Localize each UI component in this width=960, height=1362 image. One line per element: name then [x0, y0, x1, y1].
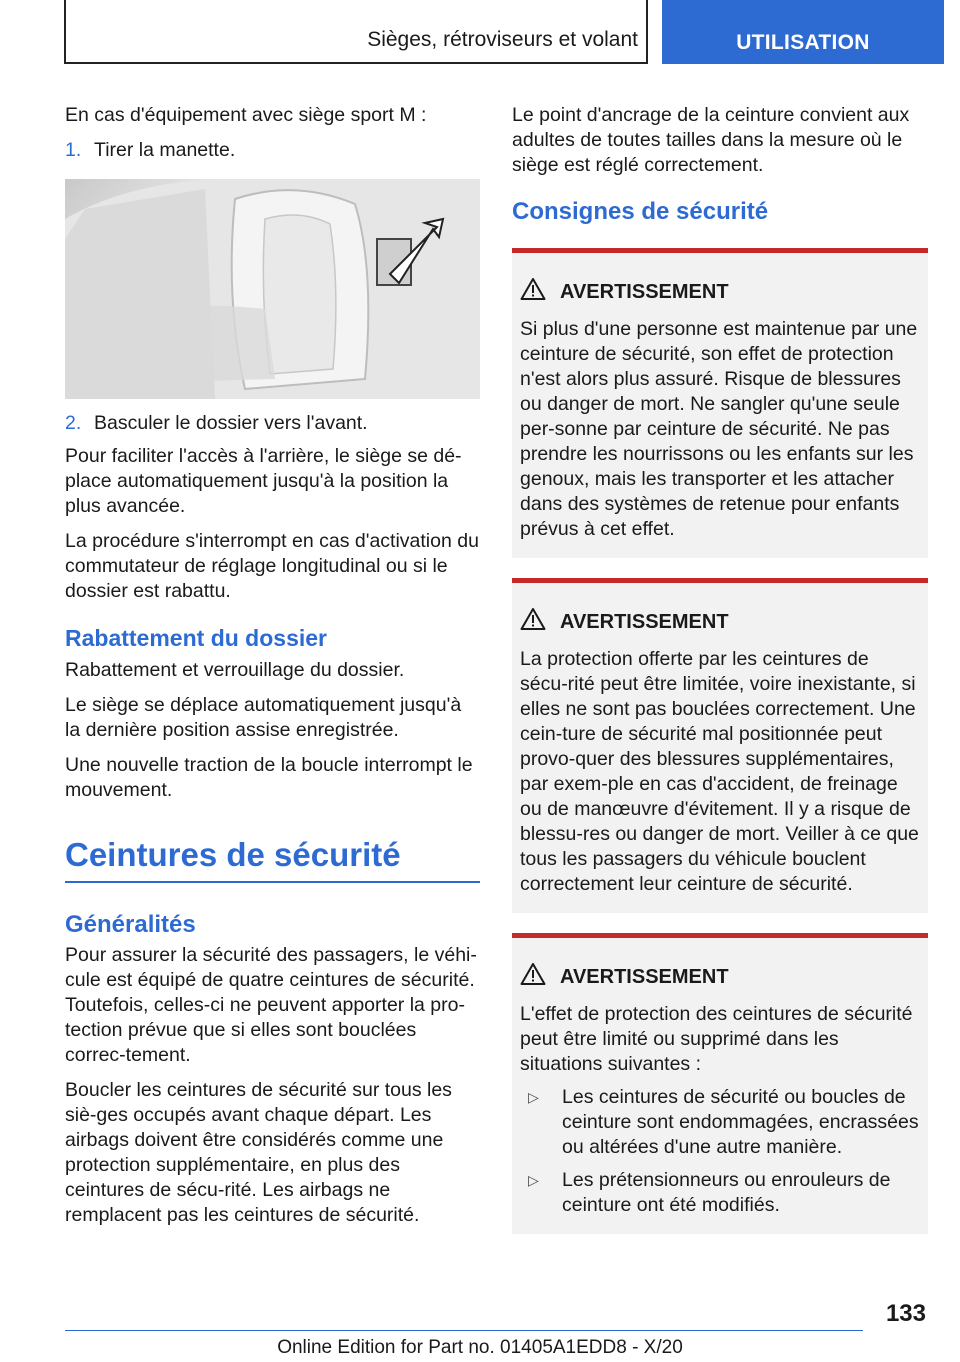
- paragraph: Une nouvelle traction de la boucle interrompt le mouvement.: [65, 754, 473, 801]
- warning-title: AVERTISSEMENT: [560, 280, 729, 303]
- warning-title: AVERTISSEMENT: [560, 965, 729, 988]
- seat-illustration: [65, 179, 480, 399]
- header-chapter-tab[interactable]: UTILISATION: [662, 0, 944, 64]
- warning-triangle-icon: [520, 277, 560, 307]
- warning-text: L'effet de protection des ceintures de sécurité peut être limité ou supprimé dans les situations suivantes :: [520, 1003, 913, 1075]
- warning-box: [512, 578, 928, 913]
- paragraph: Boucler les ceintures de sécurité sur tous les siè-ges occupés avant chaque départ. Les airbags doivent être considérés comme une protection supplémentaire, en plus des ceintures de sécu-rité. Les airbags ne remplacent pas les ceintures de sécurité.: [65, 1079, 452, 1226]
- step-1: [65, 138, 480, 163]
- step-number: 1.: [65, 139, 82, 161]
- step-text: Tirer la manette.: [94, 139, 236, 161]
- warning-text: Si plus d'une personne est maintenue par une ceinture de sécurité, son effet de protection n'est alors plus assuré. Risque de blessures ou danger de mort. Ne sangler qu'une seule per-sonne par ceinture de sécurité. Ne pas prendre les nourrissons ou les enfants sur les genoux, mais les transporter et les attacher dans des systèmes de retenue pour enfants prévus à cet effet.: [520, 318, 918, 540]
- page-number: 133: [885, 1300, 926, 1327]
- paragraph: Pour faciliter l'accès à l'arrière, le siège se dé-place automatiquement jusqu'à la position la plus avancée.: [65, 445, 462, 517]
- warning-header: [520, 607, 920, 637]
- warning-box: [512, 248, 928, 558]
- subheading-general: Généralités: [65, 911, 196, 938]
- left-column: [65, 103, 480, 1238]
- step-2: [65, 411, 480, 436]
- warning-header: [520, 277, 920, 307]
- intro-text: En cas d'équipement avec siège sport M :: [65, 104, 427, 126]
- list-item: [520, 1085, 920, 1160]
- paragraph: Pour assurer la sécurité des passagers, le véhi-cule est équipé de quatre ceintures de sécurité. Toutefois, celles-ci ne peuvent apporter la pro-tection prévue que si elles sont bouclées correc-tement.: [65, 944, 477, 1066]
- warning-title: AVERTISSEMENT: [560, 610, 729, 633]
- paragraph: Le siège se déplace automatiquement jusqu'à la dernière position assise enregistrée.: [65, 694, 462, 741]
- triangle-bullet-icon: ▷: [528, 1172, 539, 1188]
- step-number: 2.: [65, 412, 82, 434]
- warning-triangle-icon: [520, 607, 560, 637]
- right-column: [512, 103, 928, 1254]
- subheading-backrest: Rabattement du dossier: [65, 625, 327, 651]
- subheading-safety: Consignes de sécurité: [512, 198, 769, 225]
- paragraph: La procédure s'interrompt en cas d'activation du commutateur de réglage longitudinal ou si le dossier est rabattu.: [65, 530, 479, 602]
- paragraph: Rabattement et verrouillage du dossier.: [65, 659, 405, 681]
- list-item: [520, 1168, 920, 1218]
- section-title-seatbelts: Ceintures de sécurité: [65, 835, 480, 883]
- warning-header: [520, 962, 920, 992]
- footer-edition: Online Edition for Part no. 01405A1EDD8 - X/20: [277, 1337, 683, 1358]
- warning-triangle-icon: [520, 962, 560, 992]
- footer-divider: [65, 1330, 863, 1331]
- triangle-bullet-icon: ▷: [528, 1089, 539, 1105]
- list-item-text: Les ceintures de sécurité ou boucles de ceinture sont endommagées, encrassées ou altérées d'une autre manière.: [562, 1086, 919, 1158]
- seat-lever-photo: [65, 179, 480, 399]
- warning-box: [512, 933, 928, 1234]
- warning-text: La protection offerte par les ceintures de sécu-rité peut être limitée, voire inexistante, si elles ne sont pas bouclées correctement. Une cein-ture de sécurité mal positionnée peut provo-quer des blessures supplémentaires, par exem-ple en cas d'accident, de freinage ou de manœuvre d'évitement. Il y a risque de blessu-res ou danger de mort. Veiller à ce que tous les passagers du véhicule bouclent correctement leur ceinture de sécurité.: [520, 648, 919, 895]
- list-item-text: Les prétensionneurs ou enrouleurs de ceinture ont été modifiés.: [562, 1169, 891, 1216]
- header-section-title: Sièges, rétroviseurs et volant: [367, 28, 638, 51]
- step-text: Basculer le dossier vers l'avant.: [94, 412, 368, 434]
- paragraph: Le point d'ancrage de la ceinture convient aux adultes de toutes tailles dans la mesure où le siège est réglé correctement.: [512, 104, 910, 176]
